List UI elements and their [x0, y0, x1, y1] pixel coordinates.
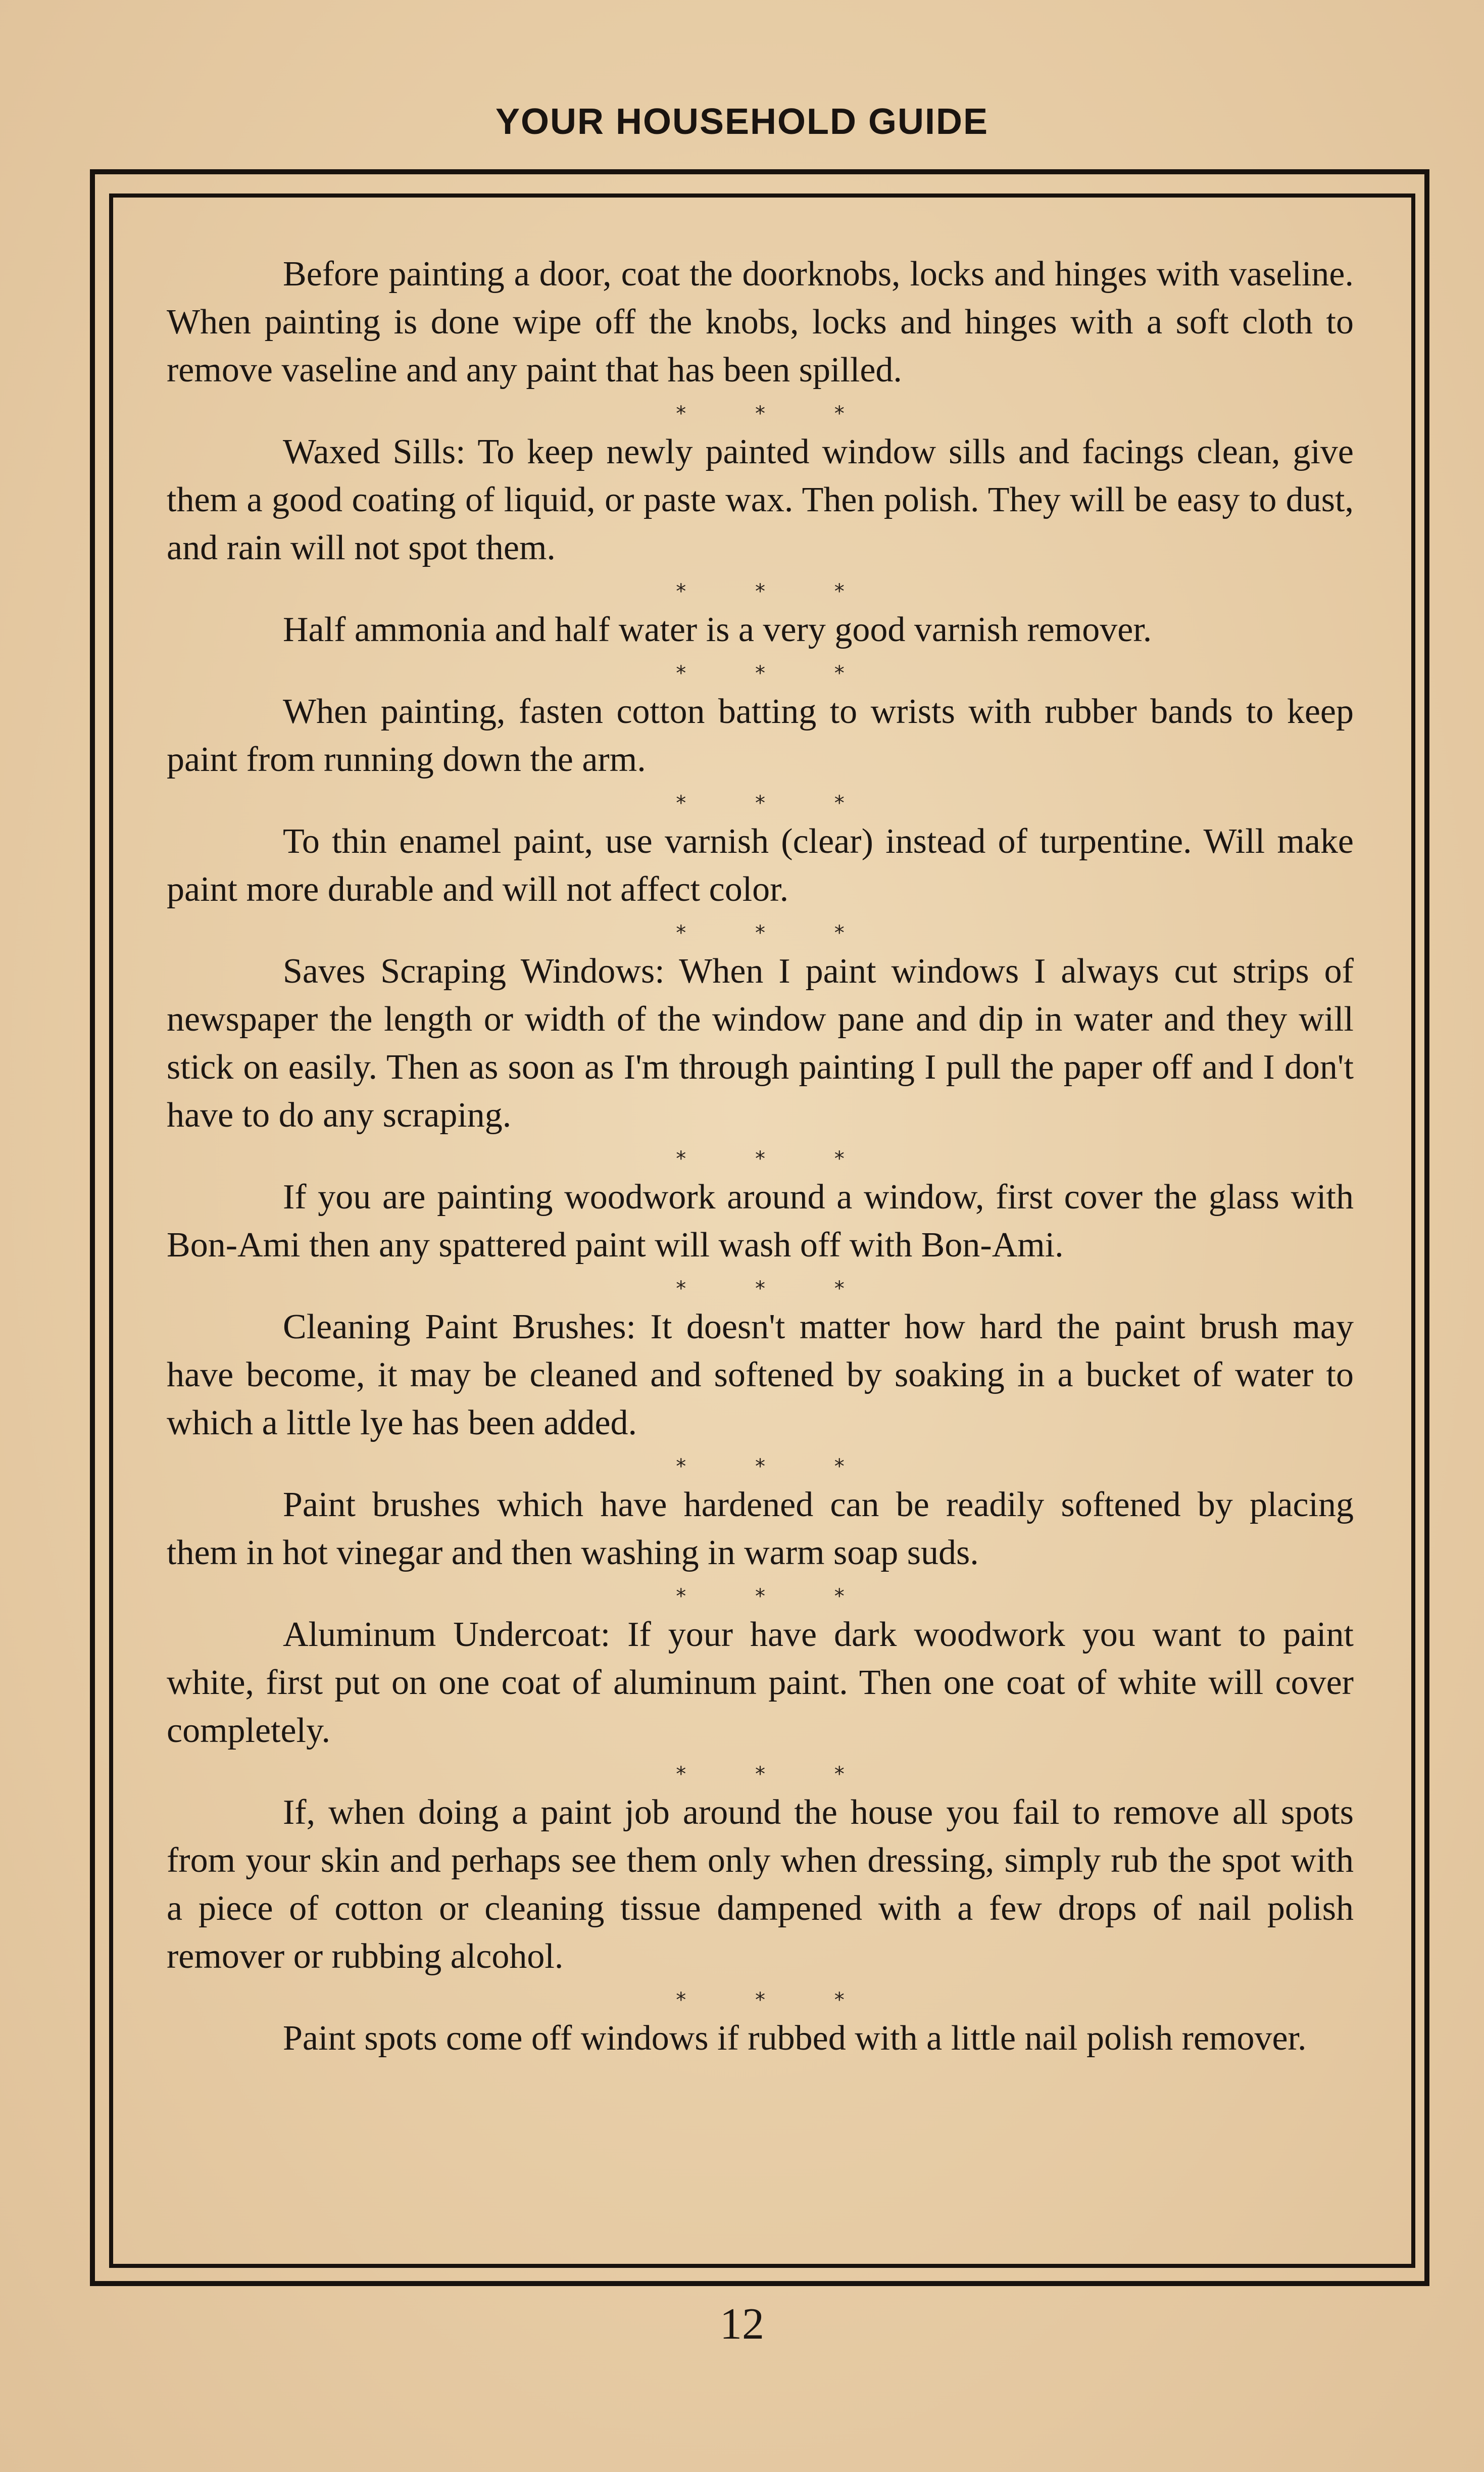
tip-paragraph: Paint spots come off windows if rubbed with a little nail polish remover. [283, 2019, 1307, 2058]
separator: * * * [676, 792, 876, 815]
separator: * * * [676, 580, 876, 603]
separator: * * * [676, 1147, 876, 1171]
page-number: 12 [720, 2300, 764, 2349]
tip-paragraph: Before painting a door, coat the doorknobs, locks and hinges with vaseline. When painting is done wipe off the knobs, locks and hinges with a soft cloth to remove vaseline and any paint that has been spilled. [167, 255, 1354, 390]
tip-paragraph: Saves Scraping Windows: When I paint windows I always cut strips of newspaper the length or width of the window pane and dip in water and they will stick on easily. Then as soon as I'm through painting I pull the paper off and I don't have to do any scraping. [167, 952, 1354, 1135]
tip-paragraph: To thin enamel paint, use varnish (clear) instead of turpentine. Will make paint more durable and will not affect color. [167, 822, 1354, 909]
separator: * * * [676, 662, 876, 685]
separator: * * * [676, 1585, 876, 1608]
separator: * * * [676, 922, 876, 945]
tip-paragraph: Cleaning Paint Brushes: It doesn't matter how hard the paint brush may have become, it may be cleaned and softened by soaking in a bucket of water to which a little lye has been added. [167, 1307, 1354, 1442]
separator: * * * [676, 1989, 876, 2012]
tip-paragraph: When painting, fasten cotton batting to wrists with rubber bands to keep paint from running down the arm. [167, 692, 1354, 779]
separator: * * * [676, 1277, 876, 1300]
tip-paragraph: If, when doing a paint job around the house you fail to remove all spots from your skin and perhaps see them only when dressing, simply rub the spot with a piece of cotton or cleaning tissue dampened with a few drops of nail polish remover or rubbing alcohol. [167, 1793, 1354, 1976]
tip-paragraph: Aluminum Undercoat: If your have dark woodwork you want to paint white, first put on one coat of aluminum paint. Then one coat of white will cover completely. [167, 1615, 1354, 1750]
tip-paragraph: Waxed Sills: To keep newly painted window sills and facings clean, give them a good coating of liquid, or paste wax. Then polish. They will be easy to dust, and rain will not spot them. [167, 432, 1354, 567]
page-header: YOUR HOUSEHOLD GUIDE [495, 102, 989, 142]
separator: * * * [676, 1763, 876, 1786]
tip-paragraph: If you are painting woodwork around a window, first cover the glass with Bon-Ami then any spattered paint will wash off with Bon-Ami. [167, 1178, 1354, 1265]
article-body [167, 250, 1354, 2062]
separator: * * * [676, 1455, 876, 1478]
separator: * * * [676, 402, 876, 425]
tip-paragraph: Half ammonia and half water is a very good varnish remover. [283, 610, 1152, 649]
tip-paragraph: Paint brushes which have hardened can be readily softened by placing them in hot vinegar and then washing in warm soap suds. [167, 1485, 1354, 1572]
